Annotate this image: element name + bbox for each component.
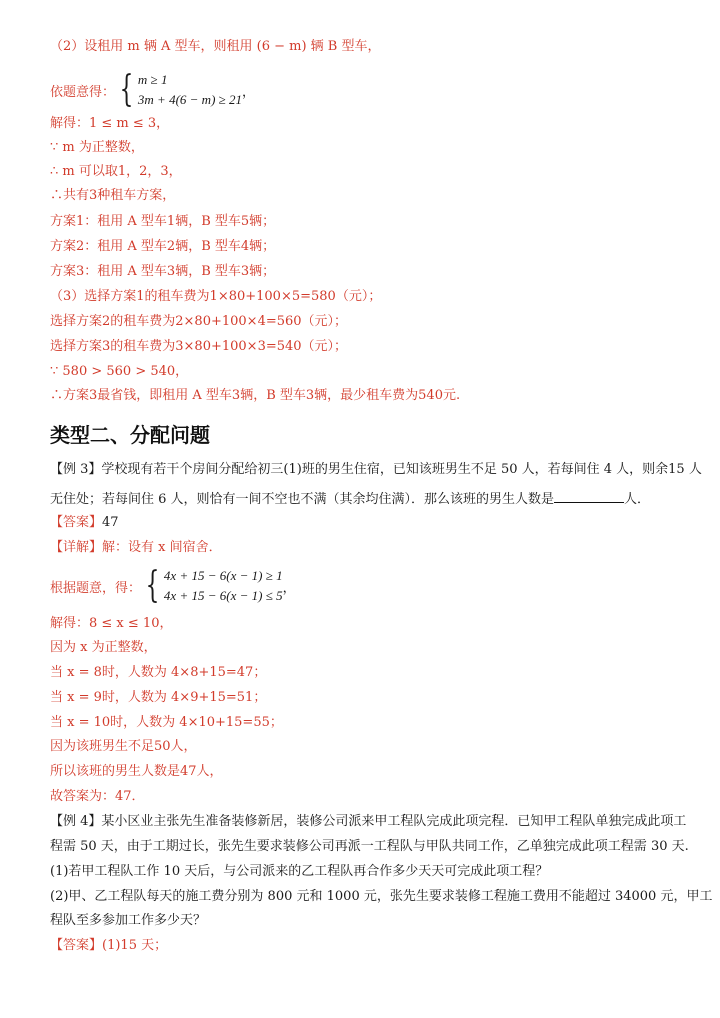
example-4-answer-value: (1)15 天； <box>102 938 168 953</box>
example-3-case-8: 当 x = 8时，人数为 4×8+15=47； <box>50 665 267 680</box>
example-3-genju-label: 根据题意，得： <box>50 580 142 596</box>
part3-conclusion-line: ∴方案3最省钱，即租用 A 型车3辆，B 型车3辆，最少租车费为540元. <box>50 388 461 403</box>
example-4-label: 【例 4】 <box>50 814 102 829</box>
example-3-answer-line <box>50 513 672 533</box>
part3-cost-plan2: 选择方案2的租车费为2×80+100×4=560（元）； <box>50 314 348 329</box>
example-3-answer-label: 【答案】 <box>50 515 103 530</box>
example-4-text-a: 某小区业主张先生准备装修新居，装修公司派来甲工程队完成此项完程．已知甲工程队单独完成此项工 <box>101 814 687 829</box>
example-3-text-line-2 <box>50 488 672 510</box>
example-4-question-1: (1)若甲工程队工作 10 天后，与公司派来的乙工程队再合作多少天天可完成此项工程？ <box>50 864 549 879</box>
example-4-answer-line <box>50 936 672 956</box>
part2-system-rows <box>138 70 242 110</box>
example-3-text-b-tail: 人． <box>624 492 651 507</box>
example-3-case-9: 当 x = 9时，人数为 4×9+15=51； <box>50 690 267 705</box>
example-3-detail-label: 【详解】 <box>50 540 103 555</box>
example-3-integer-line: 因为 x 为正整数， <box>50 640 157 655</box>
example-3-result-line: 所以该班的男生人数是47人， <box>50 764 223 779</box>
part2-setup-line: （2）设租用 m 辆 A 型车，则租用 (6 − m) 辆 B 型车， <box>50 39 381 54</box>
part2-values-line: ∴ m 可以取1，2，3， <box>50 164 182 179</box>
part2-system-tail: ， <box>242 84 256 100</box>
part3-cost-plan3: 选择方案3的租车费为3×80+100×3=540（元）； <box>50 339 348 354</box>
part2-system-row-1: m ≥ 1 <box>137 72 168 87</box>
example-3-case-10: 当 x = 10时，人数为 4×10+15=55； <box>50 715 283 730</box>
example-3-solution-line: 解得：8 ≤ x ≤ 10， <box>50 616 173 631</box>
example-3-system-row-2: 4x + 15 − 6(x − 1) ≤ 5 <box>163 588 283 603</box>
example-4-question-2-line-2: 程队至多参加工作多少天？ <box>50 913 207 928</box>
example-3-text-b: 无住处；若每间住 6 人，则恰有一间不空也不满（其余均住满）．那么该班的男生人数是 <box>50 492 555 507</box>
part3-cost-plan1: （3）选择方案1的租车费为1×80+100×5=580（元）； <box>50 289 382 304</box>
example-4-question-2-line-1: (2)甲、乙工程队每天的施工费分别为 800 元和 1000 元，张先生要求装修工程施工费用不能超过 34000 元，甲工 <box>50 889 713 904</box>
example-3-final-answer: 故答案为：47． <box>50 789 145 804</box>
example-4-text-line-2: 程需 50 天，由于工期过长，张先生要求装修公司再派一工程队与甲队共同工作，乙单独完成此项工程需 30 天. <box>50 839 689 854</box>
answer-blank <box>554 488 624 503</box>
left-brace-icon: { <box>145 565 160 606</box>
left-brace-icon: { <box>119 69 134 110</box>
section-heading: 类型二、分配问题 <box>50 423 210 447</box>
plan-1-line: 方案1：租用 A 型车1辆，B 型车5辆； <box>50 214 276 229</box>
part2-yiti-label: 依题意得： <box>50 84 116 100</box>
part2-solution-line: 解得：1 ≤ m ≤ 3， <box>50 116 170 131</box>
example-3-text-a: 学校现有若干个房间分配给初三(1)班的男生住宿，已知该班男生不足 50 人，若每间住 4 人，则余15 人 <box>101 462 702 477</box>
example-4-answer-label: 【答案】 <box>50 938 103 953</box>
example-3-detail-text: 解：设有 x 间宿舍． <box>102 540 222 555</box>
example-3-limit-line: 因为该班男生不足50人， <box>50 739 197 754</box>
part2-plan-count-line: ∴共有3种租车方案， <box>50 188 176 203</box>
example-3-detail-line <box>50 538 672 558</box>
example-4-text-line-1 <box>50 812 687 832</box>
example-3-inequality-system <box>50 566 296 606</box>
example-3-system-rows <box>164 566 283 606</box>
part2-inequality-system <box>50 70 255 110</box>
example-3-text-line-1 <box>50 460 702 480</box>
plan-3-line: 方案3：租用 A 型车3辆，B 型车3辆； <box>50 264 276 279</box>
example-3-answer-value: 47 <box>102 515 119 530</box>
part2-because-line: ∵ m 为正整数， <box>50 140 144 155</box>
example-3-system-row-1: 4x + 15 − 6(x − 1) ≥ 1 <box>163 568 283 583</box>
example-3-system-tail: ， <box>282 580 296 596</box>
example-3-label: 【例 3】 <box>50 462 102 477</box>
plan-2-line: 方案2：租用 A 型车2辆，B 型车4辆； <box>50 239 276 254</box>
part3-compare-line: ∵ 580 > 560 > 540， <box>50 364 189 379</box>
part2-system-row-2: 3m + 4(6 − m) ≥ 21 <box>137 92 243 107</box>
